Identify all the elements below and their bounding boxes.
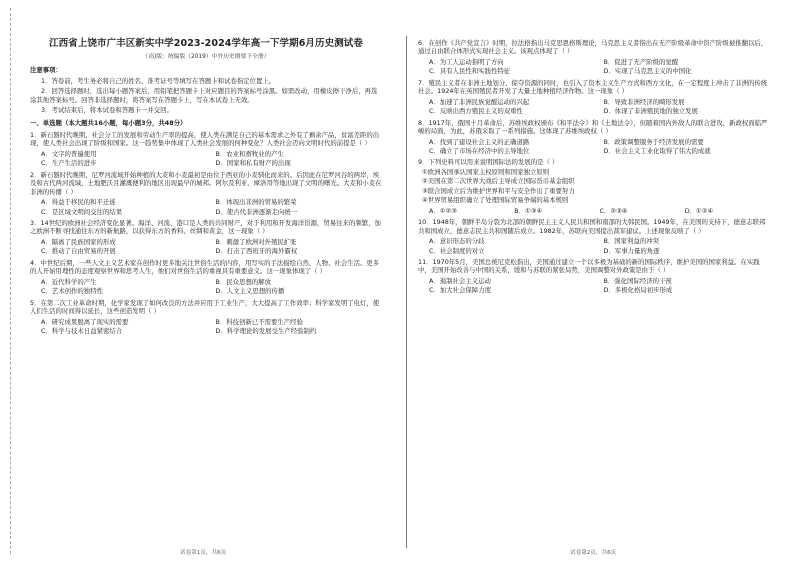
option-grid: [30, 198, 382, 216]
answer-option: B．体现出非洲的贸易的繁荣: [215, 198, 297, 207]
left-column: [30, 36, 382, 335]
question-stem: 9．下列史料可以用来说明国际法的发展的是（ ）: [418, 158, 559, 167]
right-column: [418, 36, 770, 295]
question-item: [418, 39, 770, 76]
answer-option: A．①②③: [429, 206, 457, 215]
answer-option: B．刺激了欧洲对外殖民扩张: [215, 237, 297, 246]
answer-option: C．生产生活的进步: [41, 159, 97, 168]
section-heading: 一、单选题（本大题共16小题，每小题3分，共48分）: [30, 119, 187, 128]
question-item: [30, 219, 382, 256]
answer-option: A．为工人运动指明了方向: [429, 57, 504, 66]
question-statement: ③联合国成立后为维护世界和平与安全作出了重要努力: [422, 186, 575, 195]
question-statement: ①欧洲各国承认国家主权原则和国家独立原则: [422, 167, 550, 176]
question-stem: 10．1948年，朝鲜半岛分裂为北部的朝鲜民主主义人民共和国和南部的大韩民国。1949年，在美国的支持下，德意志联邦共和国成立，德意志民主共和国随后成立。1982年，苏联向美国提出裁军建议。上述现象反映了（ ）: [418, 218, 766, 235]
binding-strip: [0, 0, 22, 562]
option-row: [418, 207, 770, 215]
answer-option: A．得益于移民的和平迁徙: [41, 198, 116, 207]
answer-option: A．隔离了民族国家的形成: [41, 237, 116, 246]
answer-option: D．多极化格局初步形成: [603, 286, 673, 295]
question-item: [30, 171, 382, 216]
question-item: [418, 258, 770, 295]
answer-option: C．具有人民性和实践性特征: [429, 67, 511, 76]
option-grid: [30, 318, 382, 336]
answer-option: C．社会制度的对立: [429, 246, 485, 255]
option-grid: [418, 277, 770, 295]
page-number-right: 试卷第2页，共6页: [570, 550, 617, 556]
answer-option: D．①②④: [684, 206, 714, 215]
answer-option: B．农业和畜牧业的产生: [215, 149, 284, 158]
question-stem: 8．1917年，俄国十月革命后，苏维埃政权颁布《和平法令》和《土地法令》，但随着国内外敌人的联合进攻，新政权面临严峻的局面，为此，苏俄采取了一系列措施。这体现了苏维埃政权（ ）: [418, 118, 768, 136]
answer-option: C．②③④: [599, 206, 628, 215]
answer-option: B．国家利益的冲突: [603, 237, 660, 246]
answer-option: D．体现了非洲殖民地的独立发展: [603, 107, 698, 116]
answer-option: A．文字的普遍使用: [41, 149, 97, 158]
answer-option: C．加大社会保障力度: [429, 286, 491, 295]
answer-option: A．找到了建设社会主义的正确道路: [429, 137, 530, 146]
exam-subtitle: （高)版：统编版（2019）中外历史纲要下全册）: [142, 53, 270, 60]
left-question-list: [30, 131, 382, 336]
question-stem: 6．在创作《共产党宣言》时期，拉法格指出马克思恩格斯理论，马克思主义者指出在无产阶级革命中资产阶级被推翻以后，通过自由联合体形式实现社会主义。该观点体现了（ ）: [418, 39, 768, 56]
answer-option: A．近代科学的产生: [41, 277, 97, 286]
answer-option: C．艺术创作的独特性: [41, 287, 103, 296]
answer-option: D．科学理论的发展受生产经验制约: [215, 326, 317, 335]
answer-option: A．遏制社会主义运动: [429, 276, 491, 285]
question-stem: 11．1970年5月，美国总统尼克松指出，美国通过建立一个以多极为基础的新的国际秩序，维护美国的国家利益。在实践中，美国开始改善与中国的关系，缓和与苏联的紧张局势，美国调整对外政策是由于（ ）: [418, 257, 760, 275]
option-grid: [418, 98, 770, 116]
answer-option: C．推动了自由贸易的开展: [41, 247, 116, 256]
option-grid: [418, 237, 770, 255]
binding-dashed-line: [10, 8, 11, 554]
answer-option: B．导致非洲经济的畸形发展: [603, 97, 685, 106]
question-item: [30, 299, 382, 336]
question-stem: 3．14世纪的欧洲社会经济变化显著。海洋、河流、港口是人类的共同财产，对于利用和开发海洋资源，贸易往来的频繁，加之欧洲不断寻找通往东方的新航路，以获得东方的香料、丝绸和黄金，这一现象（ ）: [30, 218, 381, 236]
exam-title: 江西省上饶市广丰区新实中学2023-2024学年高一下学期6月历史测试卷: [48, 38, 364, 49]
option-grid: [30, 238, 382, 256]
answer-option: D．社会主义工业化取得了伟大的成就: [603, 146, 711, 155]
option-grid: [30, 278, 382, 296]
column-divider: [406, 36, 407, 548]
question-stem: 1．新石器时代晚期，社会分工的发展和劳动生产率的提高，使人类在满足自己的基本需求之外有了剩余产品，贫富差距的出现，使人类社会出现了阶级和国家。这一趋势集中体现了人类社会发展的何种变化？人类社会迈向文明时代的前提是（ ）: [30, 130, 380, 148]
answer-option: B．政策调整服务于经济发展的需要: [603, 137, 704, 146]
question-item: [418, 218, 770, 255]
notice-item: 1．答卷前，考生务必将自己的姓名、准考证号等填写在答题卡和试卷指定位置上。: [41, 76, 276, 85]
question-stem: 2．新石器时代晚期，尼罗河流域开始种植的大麦和小麦最初是由位于西亚的小麦驯化而来的。后因此在尼罗河谷的两岸，埃及和古代两河流域，土地肥沃且灌溉便利的地区出现最早的城邦。阿尔及利亚、摩洛哥等地出现了文明的曙光。大麦和小麦在非洲的传播（ ）: [30, 170, 382, 196]
question-stem: 5．在第二次工业革命时期，化学家发现了如何改良的方法并应用于工业生产，大大提高了工作效率；科学家发明了电灯，使人们生活的时间得以延长，这些创造发明（ ）: [30, 298, 380, 316]
question-statement: ④世界贸易组织确立了处理国际贸易争端的基本规则: [422, 196, 569, 205]
option-grid: [418, 138, 770, 156]
question-statement: ②美国在第二次世界大战后主导成立国际货币基金组织: [422, 177, 575, 186]
option-grid: [30, 150, 382, 168]
page-number-left: 试卷第1页，共6页: [180, 550, 227, 556]
answer-option: B．民众思想的解放: [215, 277, 272, 286]
question-stem: 7．殖民主义者在非洲土地划分、掠夺资源的同时，也引入了资本主义生产方式和西方文化，在一定程度上冲击了非洲的传统社会。1924年在英国殖民者开发了大量土地种植经济作物。这一现象（ ）: [418, 78, 768, 96]
question-item: [418, 119, 770, 156]
answer-option: B．强化国际经济的干预: [603, 276, 672, 285]
question-stem: 4．中世纪后期，一些人文主义艺术家在创作时更多地关注世俗生活的内容，用写实的手法描绘自然、人物、社会生活。更多的人开始用理性的态度观察世界和思考人生，他们对世俗生活的重视具有重要意义。这一现象体现了（ ）: [30, 258, 380, 276]
answer-option: C．是区域文明间交往的结果: [41, 207, 123, 216]
right-question-list: [418, 39, 770, 295]
question-item: [30, 259, 382, 296]
answer-option: B．科技创新已不需要生产经验: [215, 317, 303, 326]
answer-option: B．促进了无产阶级的觉醒: [603, 57, 679, 66]
answer-option: A．意识形态的分歧: [429, 237, 485, 246]
answer-option: D．实现了马克思主义的中国化: [603, 67, 692, 76]
answer-option: D．军事力量的角逐: [603, 246, 660, 255]
question-item: [30, 131, 382, 168]
question-item: [418, 158, 770, 215]
answer-option: A．加速了非洲民族觉醒运动的兴起: [429, 97, 530, 106]
question-item: [418, 79, 770, 116]
answer-option: B．①③④: [514, 206, 543, 215]
notice-item: 2．回答选择题时，选出每小题答案后，用铅笔把答题卡上对应题目的答案标号涂黑。如需改动，用橡皮擦干净后，再选涂其他答案标号。回答非选择题时，将答案写在答题卡上，写在本试卷上无效。: [30, 87, 378, 104]
answer-option: D．使古代非洲逐渐走向统一: [215, 207, 298, 216]
answer-option: A．研究成果脱离了现实的需要: [41, 317, 129, 326]
answer-option: D．国家和私有财产的出现: [215, 159, 291, 168]
option-grid: [418, 58, 770, 76]
answer-option: D．打击了西班牙的海外霸权: [215, 247, 298, 256]
notice-heading: 注意事项：: [30, 66, 62, 75]
notice-item: 3．考试结束后，将本试卷和答题卡一并交回。: [41, 105, 173, 114]
answer-option: C．反映出西方殖民主义的双重性: [429, 107, 523, 116]
answer-option: D．人文主义思想的传播: [215, 287, 285, 296]
answer-option: C．确立了市场在经济中的主导地位: [429, 146, 530, 155]
answer-option: C．科学与技术日益紧密结合: [41, 326, 123, 335]
